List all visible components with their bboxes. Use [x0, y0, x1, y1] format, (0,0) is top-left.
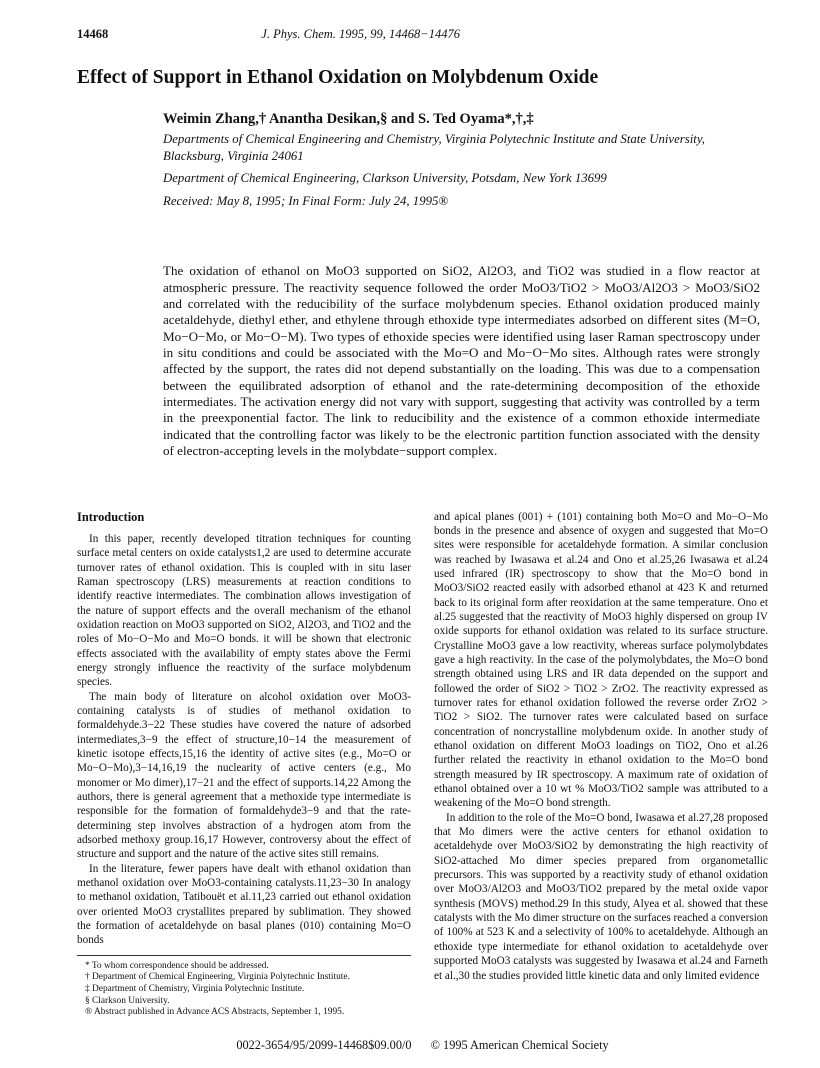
right-column	[434, 510, 768, 1019]
footnote-affiliation: † Department of Chemical Engineering, Virginia Polytechnic Institute.	[85, 972, 350, 983]
author-block	[163, 110, 768, 209]
footnotes	[77, 955, 411, 1019]
paragraph: The main body of literature on alcohol oxidation over MoO3-containing catalysts is of studies of methanol oxidation to formaldehyde.3−22 These studies have covered the nature of adsorbed intermediates,3−9 the effect of structure,10−14 the measurement of kinetic isotope effects,15,16 the identity of active sites (e.g., Mo=O or Mo−O−Mo),3−14,16,19 the nuclearity of active centers (e.g., Mo monomer or Mo dimer),17−21 and the effect of supports.14,22 Among the authors, there is general agreement that a methoxide type intermediate is responsible for the formation of formaldehyde3−9 and that the rate-determining step involves abstraction of a hydrogen atom from the adsorbed methoxy group.16,17 However, controversy about the effect of structure and support and the nature of the active sites still remains.	[77, 690, 411, 861]
paragraph: In this paper, recently developed titration techniques for counting surface metal centers on oxide catalysts1,2 are used to determine accurate turnover rates of ethanol oxidation. This is coupled with in situ laser Raman spectroscopy (LRS) measurements at reaction conditions to identify reactive intermediates. The combination allows investigation of the nature of support effects and the overall mechanism of the ethanol oxidation reaction on MoO3 supported on SiO2, Al2O3, and TiO2 and the roles of Mo−O−Mo and Mo=O bonds. it will be shown that electronic effects associated with the availability of empty states above the Fermi energy strongly influence the reactivity of the surface molybdenum species.	[77, 532, 411, 689]
received-dates: Received: May 8, 1995; In Final Form: July 24, 1995®	[163, 193, 449, 208]
copyright-notice: © 1995 American Chemical Society	[430, 1038, 609, 1052]
footnote-correspondence: * To whom correspondence should be addressed.	[85, 960, 269, 971]
footnote-abstract-published: ® Abstract published in Advance ACS Abstracts, September 1, 1995.	[85, 1007, 345, 1018]
footnote-affiliation: ‡ Department of Chemistry, Virginia Polytechnic Institute.	[85, 984, 305, 994]
footnote-affiliation: § Clarkson University.	[85, 995, 170, 1006]
paragraph: In the literature, fewer papers have dealt with ethanol oxidation than methanol oxidation over MoO3-containing catalysts.11,23−30 In analogy to methanol oxidation, Tatibouët et al.11,23 carried out ethanol oxidation over oriented MoO3 crystallites prepared by sublimation. They showed the formation of acetaldehyde on basal planes (010) containing Mo=O bonds	[77, 862, 411, 947]
page-number: 14468	[77, 27, 109, 41]
paragraph: and apical planes (001) + (101) containing both Mo=O and Mo−O−Mo bonds in the presence and absence of oxygen and suggested that Mo=O sites were responsible for acetaldehyde formation. A similar conclusion was reached by Iwasawa et al.24 and Ono et al.25,26 Iwasawa et al.24 used infrared (IR) spectroscopy to show that the Mo=O bond in MoO3/SiO2 reacted easily with adsorbed ethanol at 423 K and returned back to its original form after reoxidation at the same temperature. Ono et al.25 suggested that the reactivity of MoO3 highly dispersed on group IV oxide supports for ethanol oxidation was related to its surface structure. Crystalline MoO3 gave a low reactivity, whereas surface polymolybdates gave a high reactivity. In the case of the polymolybdates, the Mo=O bond strength obtained using LRS and IR data depended on the support and followed the order of SiO2 > TiO2 > ZrO2. The reactivity expressed as turnover rates for ethanol oxidation followed the reverse order ZrO2 > TiO2 > SiO2. The turnover rates were calculated based on surface concentration of noncrystalline molybdenum oxide. In another study of ethanol oxidation on different MoO3 loadings on TiO2, Ono et al.26 further related the reactivity in ethanol oxidation to the Mo=O bond strength measured by IR spectroscopy. A maximum rate of oxidation of ethanol obtained over a 10 wt % MoO3/TiO2 sample was attributed to a weakening of the Mo=O bond strength.	[434, 510, 768, 810]
page-footer	[77, 1038, 768, 1053]
article-code: 0022-3654/95/2099-14468$09.00/0	[236, 1038, 412, 1052]
left-column	[77, 510, 411, 1019]
paragraph: In addition to the role of the Mo=O bond, Iwasawa et al.27,28 proposed that Mo dimers were the active centers for ethanol oxidation to acetaldehyde over MoO3/SiO2 by demonstrating the high reactivity of SiO2-attached Mo dimer species prepared from organometallic precursors. This was supported by a reactivity study of ethanol oxidation over MoO3/Al2O3 and MoO3/TiO2 prepared by the metal oxide vapor synthesis (MOVS) method.29 In this study, Alyea et al. showed that these catalysts with the Mo dimer structure on the surfaces reached a conversion of 100% at 523 K and a selectivity of 100% to acetaldehyde. Although an ethoxide type intermediate for ethanol oxidation to acetaldehyde over supported MoO3 catalysts was suggested by Iwasawa et al.24 and Farneth et al.,30 the studies provided little kinetic data and only limited evidence	[434, 811, 768, 982]
body-columns	[77, 510, 768, 1019]
section-heading-introduction: Introduction	[77, 509, 145, 524]
abstract: The oxidation of ethanol on MoO3 supported on SiO2, Al2O3, and TiO2 was studied in a flow reactor at atmospheric pressure. The reactivity sequence followed the order MoO3/TiO2 > MoO3/Al2O3 > MoO3/SiO2 and correlated with the reducibility of the surface molybdenum species. Ethanol oxidation produced mainly acetaldehyde, diethyl ether, and ethylene through ethoxide type intermediates adsorbed on different sites (M=O, Mo−O−Mo, or Mo−O−M). Two types of ethoxide species were identified using laser Raman spectroscopy under in situ conditions and could be associated with the Mo=O and Mo−O−Mo sites. Although rates were strongly affected by the support, the rates did not depend substantially on the loading. This was due to a compensation between the equilibrated adsorption of ethanol and the rate-determining decomposition of the ethoxide intermediates. The activation energy did not vary with support, suggesting that activity was controlled by a term in the preexponential factor. The link to reducibility and the existence of a common ethoxide intermediate indicated that the controlling factor was likely to be the electronic partition function associated with the density of electron-accepting levels in the molybdate−support complex.	[163, 263, 760, 459]
running-header	[77, 26, 768, 42]
article-title: Effect of Support in Ethanol Oxidation on Molybdenum Oxide	[77, 67, 599, 88]
author-list: Weimin Zhang,† Anantha Desikan,§ and S. Ted Oyama*,†,‡	[163, 111, 534, 127]
affiliation-2: Department of Chemical Engineering, Clarkson University, Potsdam, New York 13699	[163, 171, 607, 186]
journal-citation: J. Phys. Chem. 1995, 99, 14468−14476	[261, 27, 460, 41]
affiliation-1: Departments of Chemical Engineering and Chemistry, Virginia Polytechnic Institute and State University, Blacksburg, Virginia 24061	[163, 132, 706, 163]
